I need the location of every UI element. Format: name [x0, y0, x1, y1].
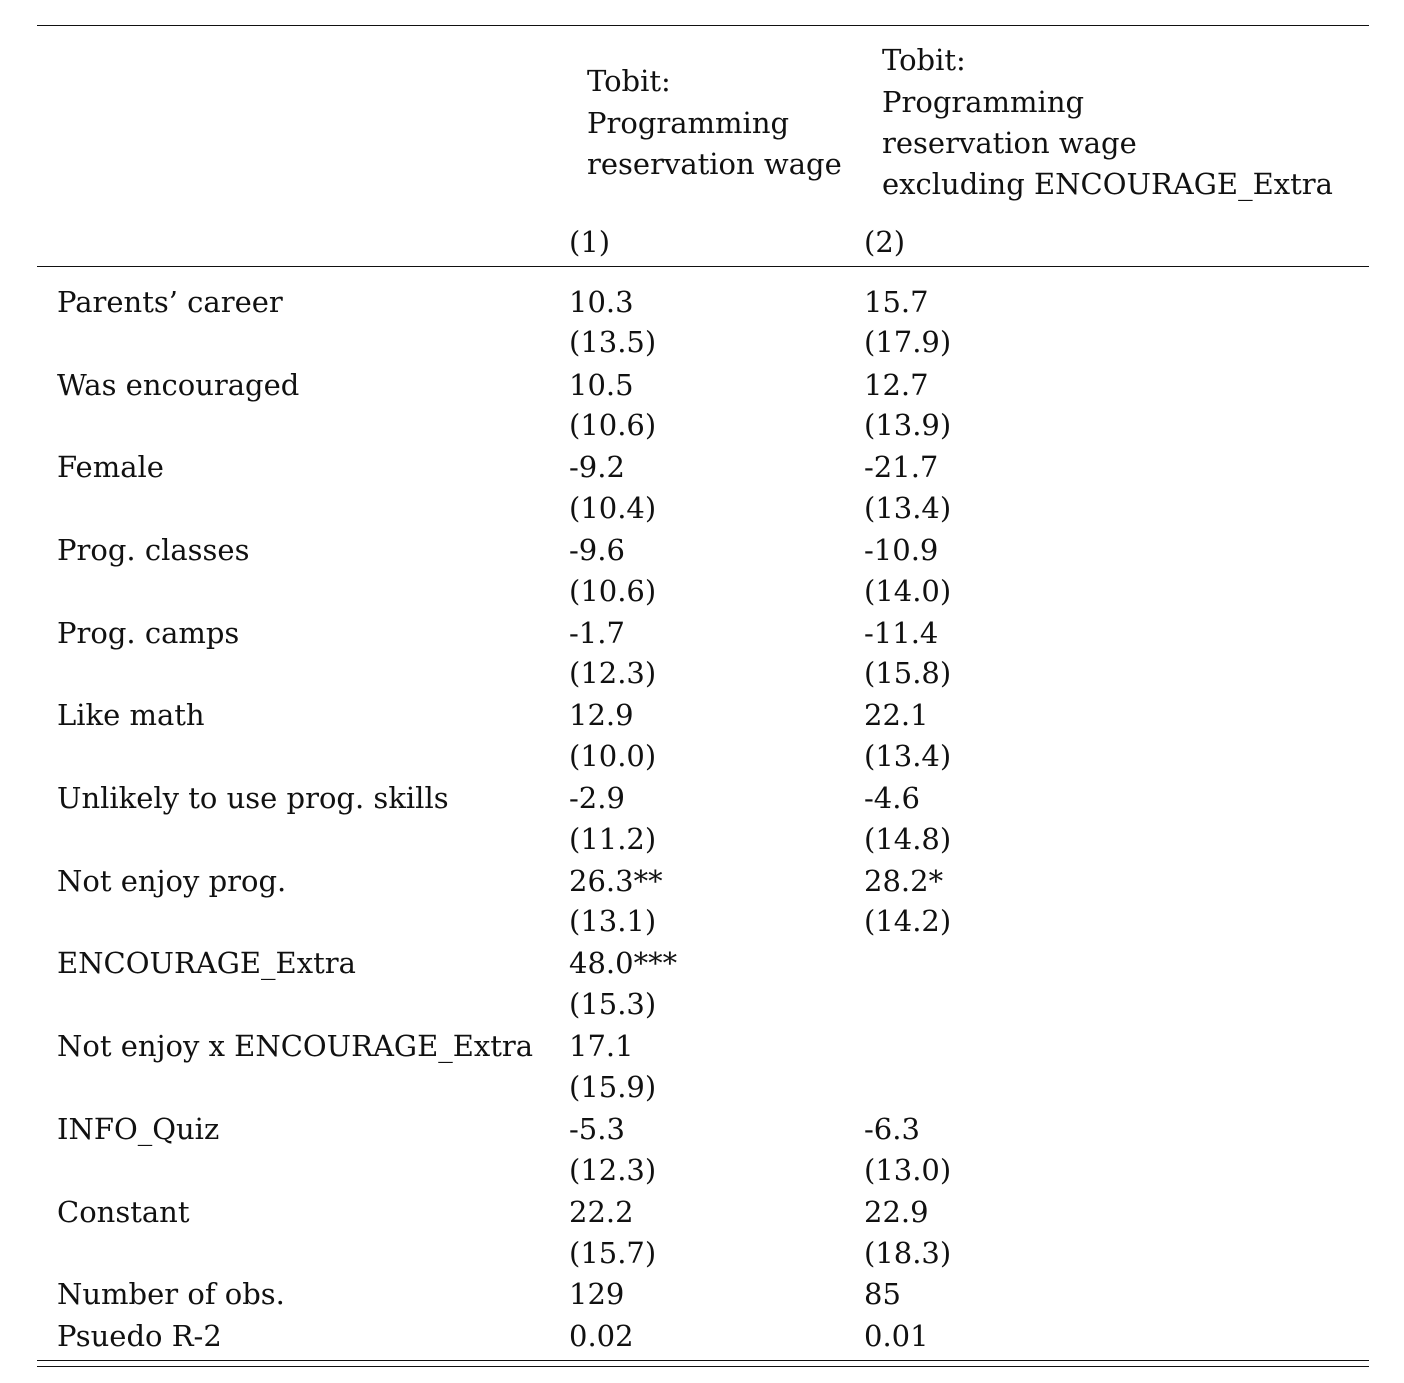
se-col1: (10.0) [569, 739, 657, 773]
coef-col1: 10.5 [569, 368, 634, 402]
col1-header-line2: Programming [587, 106, 790, 140]
coef-col1: 10.3 [569, 285, 634, 319]
se-col2: (13.0) [864, 1153, 952, 1187]
col2-header-line1: Tobit: [882, 43, 966, 77]
coef-col2: -21.7 [864, 450, 939, 484]
stat-label: Psuedo R-2 [57, 1319, 222, 1353]
row-label: Female [57, 450, 164, 484]
coef-col2: 12.7 [864, 368, 929, 402]
se-col2: (14.0) [864, 574, 952, 608]
col2-header-line2: Programming [882, 85, 1085, 119]
coef-col2: -10.9 [864, 533, 939, 567]
col2-number: (2) [864, 225, 906, 259]
stat-col2: 0.01 [864, 1319, 929, 1353]
se-col2: (18.3) [864, 1236, 952, 1270]
row-label: Like math [57, 698, 205, 732]
bottom-rule-upper [37, 1360, 1369, 1361]
coef-col1: 22.2 [569, 1195, 634, 1229]
coef-col1: -1.7 [569, 616, 625, 650]
row-label: Prog. classes [57, 533, 250, 567]
se-col1: (11.2) [569, 822, 657, 856]
row-label: INFO_Quiz [57, 1112, 220, 1146]
coef-col1: 48.0*** [569, 946, 678, 980]
col1-header-line3: reservation wage [587, 147, 842, 181]
se-col1: (13.5) [569, 325, 657, 359]
se-col2: (13.4) [864, 739, 952, 773]
coef-col2: 28.2* [864, 864, 944, 898]
coef-col1: -9.6 [569, 533, 625, 567]
col1-header-line1: Tobit: [587, 64, 671, 98]
se-col2: (14.2) [864, 904, 952, 938]
se-col2: (13.9) [864, 408, 952, 442]
se-col1: (10.6) [569, 408, 657, 442]
coef-col2: 22.9 [864, 1195, 929, 1229]
coef-col1: -5.3 [569, 1112, 625, 1146]
se-col1: (15.7) [569, 1236, 657, 1270]
col2-header-line4: excluding ENCOURAGE_Extra [882, 167, 1333, 201]
row-label: Was encouraged [57, 368, 300, 402]
stat-col1: 0.02 [569, 1319, 634, 1353]
header-rule [37, 266, 1369, 267]
coef-col1: 12.9 [569, 698, 634, 732]
coef-col2: -4.6 [864, 781, 920, 815]
se-col1: (13.1) [569, 904, 657, 938]
se-col2: (17.9) [864, 325, 952, 359]
coef-col2: -11.4 [864, 616, 939, 650]
coef-col1: -9.2 [569, 450, 625, 484]
bottom-rule-lower [37, 1366, 1369, 1367]
row-label: Not enjoy prog. [57, 864, 287, 898]
se-col2: (15.8) [864, 656, 952, 690]
se-col1: (10.6) [569, 574, 657, 608]
row-label: Not enjoy x ENCOURAGE_Extra [57, 1029, 534, 1063]
se-col1: (12.3) [569, 656, 657, 690]
se-col1: (15.3) [569, 987, 657, 1021]
coef-col2: 15.7 [864, 285, 929, 319]
row-label: Prog. camps [57, 616, 240, 650]
row-label: Unlikely to use prog. skills [57, 781, 449, 815]
se-col2: (14.8) [864, 822, 952, 856]
coef-col2: -6.3 [864, 1112, 920, 1146]
row-label: ENCOURAGE_Extra [57, 946, 356, 980]
stat-label: Number of obs. [57, 1277, 285, 1311]
coef-col1: 26.3** [569, 864, 663, 898]
coef-col1: -2.9 [569, 781, 625, 815]
se-col1: (10.4) [569, 491, 657, 525]
coef-col1: 17.1 [569, 1029, 634, 1063]
stat-col1: 129 [569, 1277, 625, 1311]
stat-col2: 85 [864, 1277, 901, 1311]
se-col1: (12.3) [569, 1153, 657, 1187]
top-rule [37, 25, 1369, 26]
se-col1: (15.9) [569, 1070, 657, 1104]
se-col2: (13.4) [864, 491, 952, 525]
row-label: Constant [57, 1195, 190, 1229]
row-label: Parents’ career [57, 285, 283, 319]
col1-number: (1) [569, 225, 611, 259]
col2-header-line3: reservation wage [882, 126, 1137, 160]
coef-col2: 22.1 [864, 698, 929, 732]
